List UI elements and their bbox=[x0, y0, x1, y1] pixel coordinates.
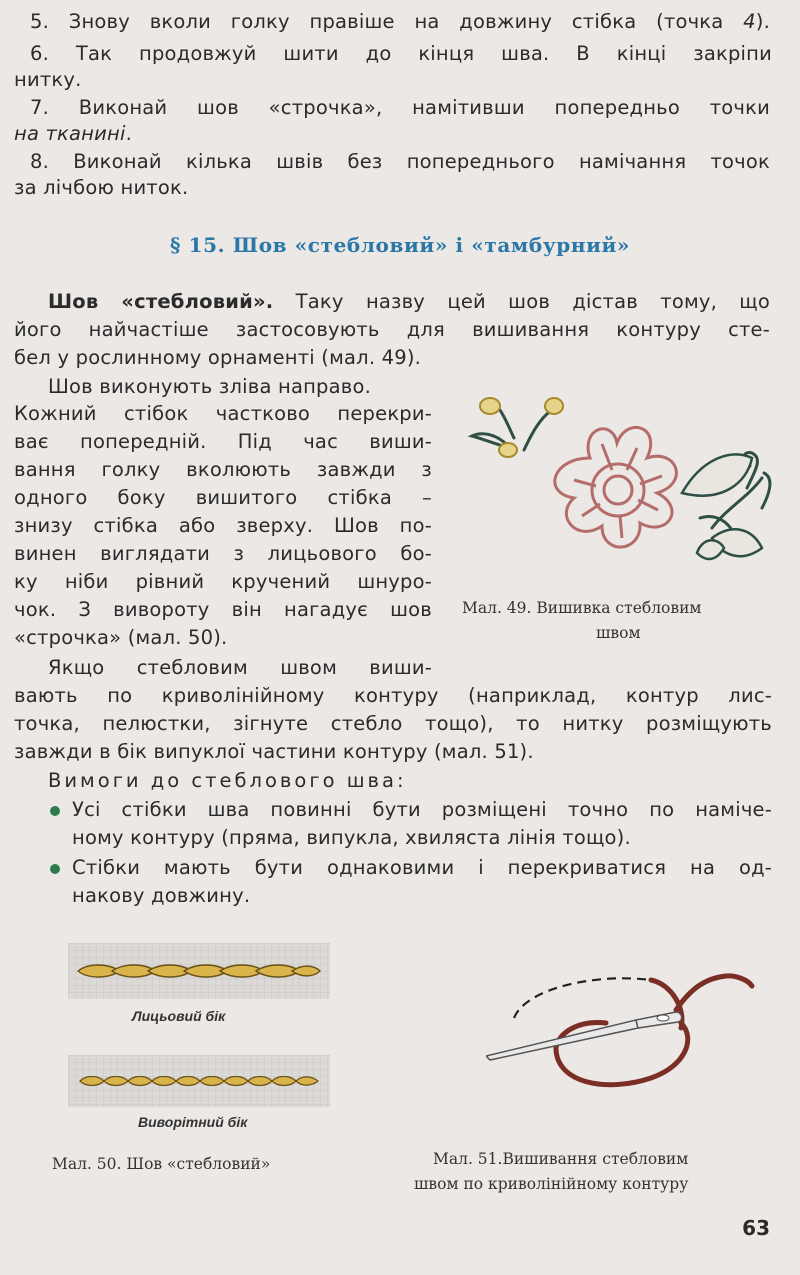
section-heading: § 15. Шов «стебловий» і «тамбурний» bbox=[169, 233, 631, 257]
fig49-caption-line-2: швом bbox=[596, 624, 641, 642]
bullet-icon bbox=[50, 864, 60, 874]
fig49-caption-line-1: Мал. 49. Вишивка стебловим bbox=[462, 599, 702, 617]
intro-line-1: Шов «стебловий». Таку назву цей шов дістав тому, що bbox=[48, 290, 770, 313]
body-left-9: чок. З вивороту він нагадує шов bbox=[14, 598, 432, 621]
bullet-icon bbox=[50, 806, 60, 816]
fig50-front-label: Лицьовий бік bbox=[132, 1008, 226, 1024]
step-5: 5. Знову вколи голку правіше на довжину стібка (точка 4). bbox=[30, 10, 770, 33]
stem-stitch-back-swatch bbox=[68, 1055, 330, 1107]
step-8-cont: за лічбою ниток. bbox=[14, 176, 189, 199]
body-full-2: точка, пелюстки, зігнуте стебло тощо), то нитку розміщують bbox=[14, 712, 772, 735]
intro-line-2: його найчастіше застосовують для вишивання контуру сте- bbox=[14, 318, 770, 341]
stem-stitch-front-swatch bbox=[68, 943, 330, 999]
body-left-10: «строчка» (мал. 50). bbox=[14, 626, 228, 649]
step-7: 7. Виконай шов «строчка», намітивши попередньо точки bbox=[30, 96, 770, 119]
body-left-6: знизу стібка або зверху. Шов по- bbox=[14, 514, 432, 537]
body-left-2: Кожний стібок частково перекри- bbox=[14, 402, 432, 425]
body-left-7: винен виглядати з лицьового бо- bbox=[14, 542, 432, 565]
step-8: 8. Виконай кілька швів без попереднього намічання точок bbox=[30, 150, 770, 173]
body-left-1: Шов виконують зліва направо. bbox=[48, 375, 371, 398]
body-left-5: одного боку вишитого стібка – bbox=[14, 486, 432, 509]
body-full-3: завжди в бік випуклої частини контуру (мал. 51). bbox=[14, 740, 534, 763]
requirement-2-line-2: накову довжину. bbox=[72, 884, 251, 907]
curved-contour-stitching-illustration bbox=[486, 968, 756, 1098]
body-full-1: вають по криволінійному контуру (наприклад, контур лис- bbox=[14, 684, 772, 707]
body-left-11: Якщо стебловим швом виши- bbox=[48, 656, 432, 679]
requirements-title: Вимоги до стеблового шва: bbox=[48, 769, 407, 792]
step-7-cont: на тканині. bbox=[14, 122, 132, 145]
page-number: 63 bbox=[742, 1216, 770, 1240]
requirement-1-line-2: ному контуру (пряма, випукла, хвиляста лінія тощо). bbox=[72, 826, 631, 849]
requirement-2-line-1: Стібки мають бути однаковими і перекриватися на од- bbox=[72, 856, 772, 879]
step-6-cont: нитку. bbox=[14, 68, 82, 91]
fig51-caption-line-1: Мал. 51.Вишивання стебловим bbox=[433, 1150, 689, 1168]
fig50-back-label: Виворітний бік bbox=[138, 1114, 248, 1130]
body-left-4: вання голку вколюють завжди з bbox=[14, 458, 432, 481]
step-6: 6. Так продовжуй шити до кінця шва. В кінці закріпи bbox=[30, 42, 772, 65]
requirement-1-line-1: Усі стібки шва повинні бути розміщені точно по наміче- bbox=[72, 798, 772, 821]
fig51-caption-line-2: швом по криволінійному контуру bbox=[414, 1175, 689, 1193]
fig50-caption: Мал. 50. Шов «стебловий» bbox=[52, 1155, 271, 1173]
flower-embroidery-illustration bbox=[462, 388, 780, 588]
body-left-3: ває попередній. Під час виши- bbox=[14, 430, 432, 453]
intro-line-3: бел у рослинному орнаменті (мал. 49). bbox=[14, 346, 422, 369]
body-left-8: ку ніби рівний кручений шнуро- bbox=[14, 570, 432, 593]
